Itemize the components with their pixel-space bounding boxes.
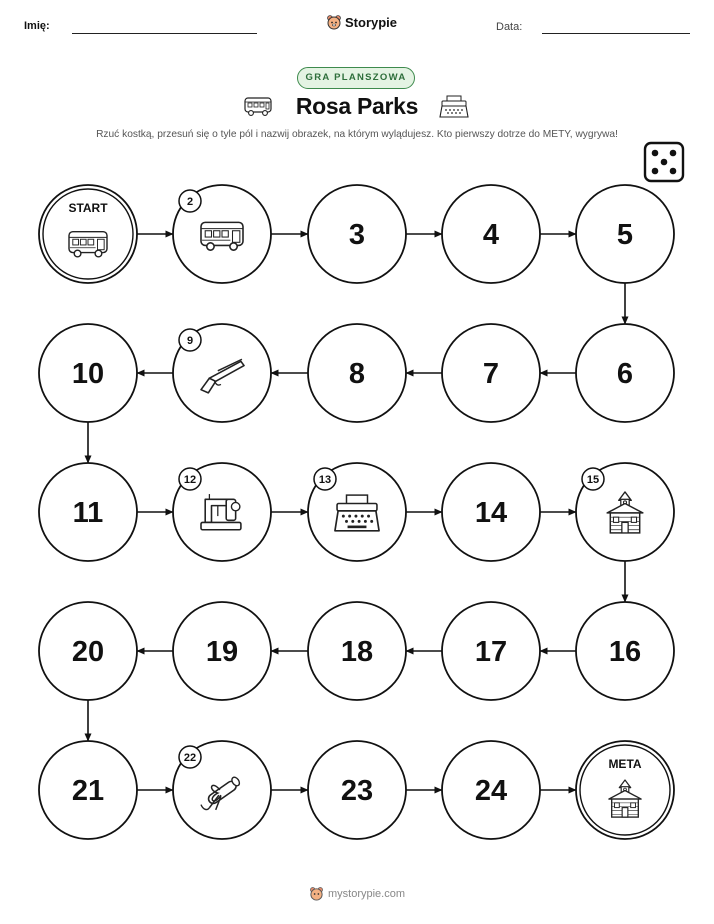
bus-icon — [201, 222, 243, 250]
board-space-17[interactable] — [442, 602, 540, 700]
space-number: 5 — [616, 219, 634, 251]
instructions: Rzuć kostką, przesuń się o tyle pól i nazwij obrazek, na którym wylądujesz. Kto pierwszy dotrze do METY, wygrywa! — [96, 129, 618, 140]
board-space-18[interactable] — [308, 602, 406, 700]
board-space-8[interactable] — [308, 324, 406, 422]
board-space-7[interactable] — [442, 324, 540, 422]
space-number: 4 — [482, 219, 500, 251]
board-space-23[interactable] — [308, 741, 406, 839]
board-space-10[interactable] — [39, 324, 137, 422]
board-space-15[interactable] — [576, 463, 674, 561]
page-title: Rosa Parks — [295, 93, 419, 119]
space-number: 6 — [616, 358, 634, 390]
space-number: 7 — [482, 358, 500, 390]
space-number: 12 — [183, 474, 197, 486]
board-space-6[interactable] — [576, 324, 674, 422]
space-number: 9 — [186, 335, 194, 347]
start-space[interactable] — [39, 185, 137, 283]
space-number: 8 — [348, 358, 366, 390]
space-number: 17 — [474, 636, 508, 668]
space-number: 14 — [474, 497, 508, 529]
brand-name: Storypie — [345, 14, 398, 30]
board-space-9[interactable] — [173, 324, 271, 422]
space-number: 10 — [71, 358, 105, 390]
finish-space[interactable] — [576, 741, 674, 839]
space-number: 19 — [205, 636, 239, 668]
board-space-5[interactable] — [576, 185, 674, 283]
space-number: 16 — [608, 636, 642, 668]
board-game-badge: GRA PLANSZOWA — [297, 67, 415, 89]
board-space-21[interactable] — [39, 741, 137, 839]
board-space-22[interactable] — [173, 741, 271, 839]
space-number: 13 — [318, 474, 332, 486]
board-space-11[interactable] — [39, 463, 137, 561]
board-space-19[interactable] — [173, 602, 271, 700]
board-space-12[interactable] — [173, 463, 271, 561]
board-space-4[interactable] — [442, 185, 540, 283]
space-number: 22 — [183, 752, 197, 764]
date-label: Data: — [496, 21, 523, 33]
storypie-mascot-icon — [309, 886, 324, 901]
board-space-20[interactable] — [39, 602, 137, 700]
footer — [309, 886, 405, 901]
name-label: Imię: — [24, 20, 50, 32]
board-space-24[interactable] — [442, 741, 540, 839]
board-space-13[interactable] — [308, 463, 406, 561]
space-number: 24 — [474, 775, 508, 807]
space-number: 23 — [340, 775, 374, 807]
board-space-3[interactable] — [308, 185, 406, 283]
space-label: META — [608, 757, 642, 771]
space-number: 3 — [348, 219, 366, 251]
space-number: 2 — [186, 196, 194, 208]
space-number: 18 — [340, 636, 374, 668]
space-number: 20 — [71, 636, 105, 668]
board-space-2[interactable] — [173, 185, 271, 283]
space-number: 15 — [586, 474, 600, 486]
footer-url: mystorypie.com — [328, 887, 406, 900]
space-label: START — [68, 201, 108, 215]
board-space-14[interactable] — [442, 463, 540, 561]
space-number: 11 — [72, 497, 104, 529]
board-space-16[interactable] — [576, 602, 674, 700]
space-number: 21 — [71, 775, 105, 807]
bus-icon — [69, 232, 107, 257]
